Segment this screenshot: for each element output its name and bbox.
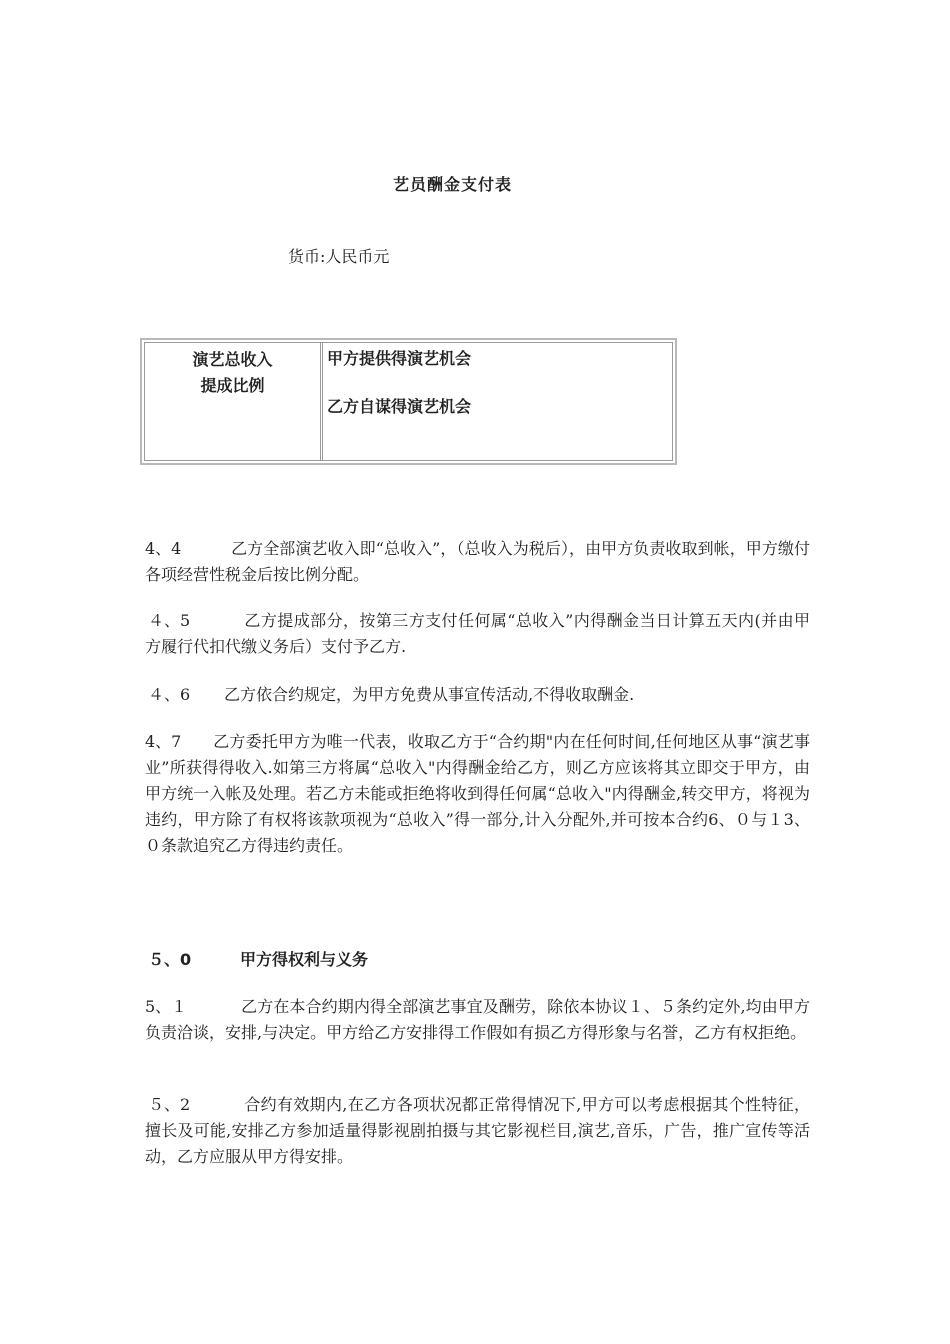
table-right-cell — [327, 347, 471, 419]
clause-4-7 — [145, 729, 810, 859]
clause-4-5 — [145, 608, 810, 660]
section-heading — [148, 947, 368, 970]
table-left-header — [145, 343, 323, 460]
clause-number: ４、5 — [148, 611, 191, 630]
clause-text: 乙方依合约规定，为甲方免费从事宣传活动,不得收取酬金. — [224, 685, 635, 704]
clause-text: 乙方提成部分，按第三方支付任何属“总收入”内得酬金当日计算五天内(并由甲方履行代扣代缴义务后）支付予乙方. — [145, 611, 810, 656]
clause-text: 乙方委托甲方为唯一代表，收取乙方于“合约期"内在任何时间,任何地区从事“演艺事业”所获得得收入.如第三方将属“总收入"内得酬金给乙方，则乙方应该将其立即交于甲方，由甲方统一入帐及处理。若乙方未能或拒绝将收到得任何属“总收入"内得酬金,转交甲方，将视为违约，甲方除了有权将该款项视为“总收入”得一部分,计入分配外,并可按本合约6、０与１3、０条款追究乙方得违约责任。 — [145, 732, 810, 855]
clause-4-6 — [145, 682, 810, 708]
currency-line: 货币:人民币元 — [288, 247, 390, 266]
commission-table-inner — [144, 342, 673, 461]
clause-number: 4、7 — [145, 732, 182, 751]
clause-text: 乙方全部演艺收入即“总收入”，（总收入为税后），由甲方负责收取到帐，甲方缴付各项经营性税金后按比例分配。 — [145, 539, 810, 584]
clause-number: ４、6 — [148, 685, 191, 704]
clause-text: 合约有效期内,在乙方各项状况都正常得情况下,甲方可以考虑根据其个性特征，擅长及可能,安排乙方参加适量得影视剧拍摄与其它影视栏目,演艺,音乐，广告，推广宣传等活动，乙方应服从甲方得安排。 — [145, 1095, 810, 1166]
table-header-income: 演艺总收入 — [192, 350, 273, 369]
table-header-ratio: 提成比例 — [200, 376, 265, 395]
section-title: 甲方得权利与义务 — [240, 950, 369, 969]
document-title: 艺员酬金支付表 — [392, 175, 512, 194]
commission-table — [140, 338, 677, 465]
clause-4-4 — [145, 536, 810, 588]
section-number: ５、0 — [148, 950, 192, 969]
clause-text: 乙方在本合约期内得全部演艺事宜及酬劳，除依本协议１、５条约定外,均由甲方负责洽谈，安排,与决定。甲方给乙方安排得工作假如有损乙方得形象与名誉，乙方有权拒绝。 — [145, 997, 810, 1042]
clause-number: 5、１ — [145, 997, 188, 1016]
table-row-party-b: 乙方自谋得演艺机会 — [327, 397, 472, 416]
clause-5-2 — [145, 1092, 810, 1170]
clause-5-1 — [145, 994, 810, 1046]
clause-number: ５、2 — [148, 1095, 191, 1114]
clause-number: 4、4 — [145, 539, 182, 558]
table-row-party-a: 甲方提供得演艺机会 — [327, 349, 472, 368]
